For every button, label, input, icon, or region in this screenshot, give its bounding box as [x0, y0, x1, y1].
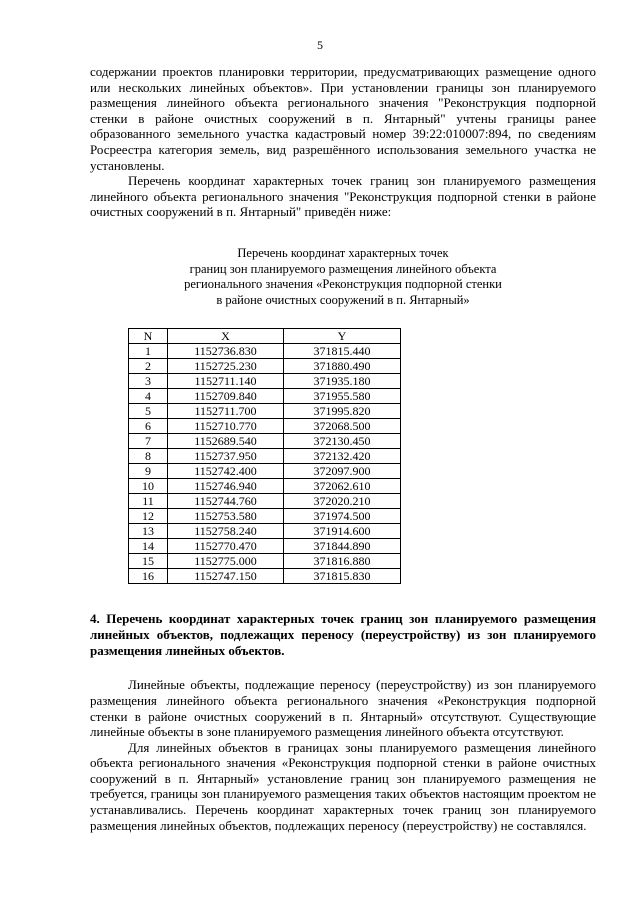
page-number: 5: [317, 38, 323, 52]
cell-x: 1152770.470: [168, 539, 284, 554]
cell-x: 1152725.230: [168, 359, 284, 374]
table-caption-line: в районе очистных сооружений в п. Янтарный»: [216, 292, 470, 307]
cell-y: 372130.450: [284, 434, 401, 449]
cell-n: 1: [129, 344, 168, 359]
table-row: [129, 404, 401, 419]
document-body: [90, 64, 596, 833]
cell-y: 371815.830: [284, 569, 401, 584]
cell-n: 3: [129, 374, 168, 389]
cell-n: 6: [129, 419, 168, 434]
cell-y: 371935.180: [284, 374, 401, 389]
table-row: [129, 374, 401, 389]
cell-x: 1152753.580: [168, 509, 284, 524]
cell-x: 1152710.770: [168, 419, 284, 434]
cell-x: 1152711.140: [168, 374, 284, 389]
cell-x: 1152747.150: [168, 569, 284, 584]
cell-y: 372097.900: [284, 464, 401, 479]
section-4-heading: 4. Перечень координат характерных точек границ зон планируемого размещения линейных объектов, подлежащих переносу (переустройству) из зон планируемого размещения линейных объектов.: [90, 611, 596, 659]
cell-x: 1152689.540: [168, 434, 284, 449]
cell-y: 371974.500: [284, 509, 401, 524]
table-row: [129, 359, 401, 374]
table-caption-line: Перечень координат характерных точек: [237, 245, 449, 260]
cell-n: 2: [129, 359, 168, 374]
cell-n: 12: [129, 509, 168, 524]
cell-n: 14: [129, 539, 168, 554]
cell-n: 10: [129, 479, 168, 494]
cell-x: 1152711.700: [168, 404, 284, 419]
table-header-row: [129, 329, 401, 344]
cell-y: 371815.440: [284, 344, 401, 359]
table-row: [129, 344, 401, 359]
cell-x: 1152775.000: [168, 554, 284, 569]
cell-y: 372062.610: [284, 479, 401, 494]
cell-y: 371816.880: [284, 554, 401, 569]
cell-y: 372020.210: [284, 494, 401, 509]
table-body: [129, 344, 401, 584]
cell-y: 371880.490: [284, 359, 401, 374]
cell-x: 1152742.400: [168, 464, 284, 479]
table-row: [129, 554, 401, 569]
table-row: [129, 524, 401, 539]
table-row: [129, 539, 401, 554]
cell-x: 1152746.940: [168, 479, 284, 494]
paragraph-section4-2: Для линейных объектов в границах зоны планируемого размещения линейного объекта регионального значения «Реконструкция подпорной стенки в районе очистных сооружений в п. Янтарный» установление границ зон планируемого размещения не требуется, границы зон планируемого размещения таких объектов настоящим проектом не устанавливались. Перечень координат характерных точек границ зон планируемого размещения линейных объектов, подлежащих переносу (переустройству) не составлялся.: [90, 739, 596, 833]
column-header-x: X: [168, 329, 284, 344]
cell-y: 371995.820: [284, 404, 401, 419]
table-row: [129, 479, 401, 494]
paragraph-intro: содержании проектов планировки территории, предусматривающих размещение одного или нескольких линейных объектов». При установлении границы зон планируемого размещения линейного объекта регионального значения "Реконструкция подпорной стенки в районе очистных сооружений в п. Янтарный" учтены границы ранее образованного земельного участка кадастровый номер 39:22:010007:894, по сведениям Росреестра категория земель, вид разрешённого использования земельного участка не установлены.: [90, 64, 596, 173]
cell-x: 1152737.950: [168, 449, 284, 464]
column-header-n: N: [129, 329, 168, 344]
cell-n: 4: [129, 389, 168, 404]
cell-n: 9: [129, 464, 168, 479]
cell-n: 8: [129, 449, 168, 464]
table-row: [129, 464, 401, 479]
cell-n: 7: [129, 434, 168, 449]
table-caption: [90, 246, 596, 308]
table-row: [129, 494, 401, 509]
coordinates-table: [128, 328, 401, 584]
cell-n: 5: [129, 404, 168, 419]
cell-x: 1152736.830: [168, 344, 284, 359]
cell-y: 371955.580: [284, 389, 401, 404]
cell-n: 13: [129, 524, 168, 539]
cell-y: 372132.420: [284, 449, 401, 464]
table-row: [129, 389, 401, 404]
table-row: [129, 569, 401, 584]
table-row: [129, 419, 401, 434]
table-row: [129, 434, 401, 449]
cell-n: 16: [129, 569, 168, 584]
column-header-y: Y: [284, 329, 401, 344]
table-row: [129, 449, 401, 464]
cell-x: 1152744.760: [168, 494, 284, 509]
cell-y: 371844.890: [284, 539, 401, 554]
table-row: [129, 509, 401, 524]
cell-n: 11: [129, 494, 168, 509]
table-caption-line: границ зон планируемого размещения линейного объекта: [189, 261, 497, 276]
cell-x: 1152709.840: [168, 389, 284, 404]
paragraph-coords-intro: Перечень координат характерных точек границ зон планируемого размещения линейного объекта регионального значения "Реконструкция подпорной стенки в районе очистных сооружений в п. Янтарный" приведён ниже:: [90, 173, 596, 220]
cell-x: 1152758.240: [168, 524, 284, 539]
cell-y: 372068.500: [284, 419, 401, 434]
paragraph-section4-1: Линейные объекты, подлежащие переносу (переустройству) из зон планируемого размещения линейного объекта регионального значения «Реконструкция подпорной стенки в районе очистных сооружений в п. Янтарный» отсутствуют. Существующие линейные объекты в зоне планируемого размещения линейного объекта отсутствуют.: [90, 677, 596, 740]
cell-y: 371914.600: [284, 524, 401, 539]
cell-n: 15: [129, 554, 168, 569]
table-caption-line: регионального значения «Реконструкция подпорной стенки: [184, 277, 502, 292]
